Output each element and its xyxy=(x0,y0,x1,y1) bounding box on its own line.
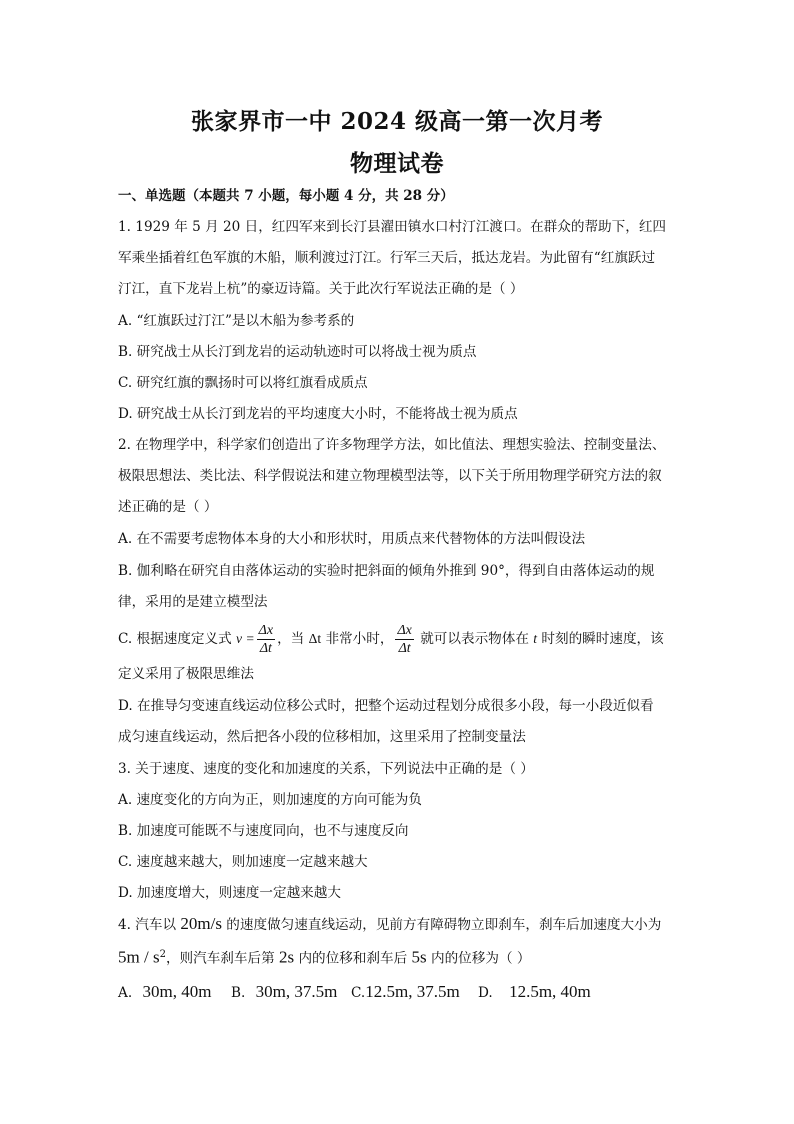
q4-option-c-label: C. xyxy=(351,985,366,1001)
q1-option-c: C. 研究红旗的飘扬时可以将红旗看成质点 xyxy=(118,375,368,391)
q1-option-a: A. “红旗跃过汀江”是以木船为参考系的 xyxy=(118,313,355,329)
q4-option-a-label: A. xyxy=(118,985,133,1001)
q3-option-c: C. 速度越来越大，则加速度一定越来越大 xyxy=(118,854,368,870)
ratio-fraction xyxy=(395,622,413,657)
section-heading: 一、单选题（本题共 7 小题，每小题 4 分，共 28 分） xyxy=(118,188,454,204)
q2-option-c-mid-1: ，当 xyxy=(277,631,309,647)
q4-option-c-value: 12.5m, 37.5m xyxy=(365,982,460,1001)
q2-stem-line-3: 述正确的是（ ） xyxy=(118,499,218,515)
fraction-numerator: Δx xyxy=(397,623,412,638)
q4-acceleration-exponent: 2 xyxy=(159,949,166,960)
q2-option-c-line-2: 定义采用了极限思维法 xyxy=(118,666,254,682)
q2-option-a: A. 在不需要考虑物体本身的大小和形状时，用质点来代替物体的方法叫假设法 xyxy=(118,531,586,547)
q3-option-d: D. 加速度增大，则速度一定越来越大 xyxy=(118,885,341,901)
q4-option-d xyxy=(478,982,591,1003)
q4-option-c xyxy=(351,982,460,1003)
q2-option-b-line-2: 律，采用的是建立模型法 xyxy=(118,594,268,610)
q4-option-b-value: 30m, 37.5m xyxy=(255,982,338,1001)
q1-option-b: B. 研究战士从长汀到龙岩的运动轨迹时可以将战士视为质点 xyxy=(118,344,477,360)
q4-option-b-label: B. xyxy=(231,985,246,1001)
q4-stem-mid: ，则汽车刹车后第 xyxy=(165,950,280,967)
q1-stem-line-1: 1. 1929 年 5 月 20 日，红四军来到长汀县濯田镇水口村汀江渡口。在群众的帮助下，红四 xyxy=(118,219,667,235)
q3-stem: 3. 关于速度、速度的变化和加速度的关系，下列说法中正确的是（ ） xyxy=(118,761,534,777)
q4-stem-end: 内的位移为（ ） xyxy=(426,950,531,967)
q4-speed: 20m/s xyxy=(180,914,222,933)
q2-option-c-line-1 xyxy=(118,620,664,658)
q2-option-c-suffix: 时刻的瞬时速度，该 xyxy=(537,631,664,647)
q3-option-b: B. 加速度可能既不与速度同向，也不与速度反向 xyxy=(118,823,409,839)
q2-stem-line-2: 极限思想法、类比法、科学假说法和建立物理模型法等，以下关于所用物理学研究方法的叙 xyxy=(118,468,662,484)
q3-option-a: A. 速度变化的方向为正，则加速度的方向可能为负 xyxy=(118,792,422,808)
q1-stem-line-2: 军乘坐插着红色军旗的木船，顺利渡过汀江。行军三天后，抵达龙岩。为此留有“红旗跃过 xyxy=(118,250,656,266)
q2-option-b-line-1: B. 伽利略在研究自由落体运动的实验时把斜面的倾角外推到 90°，得到自由落体运动的规 xyxy=(118,563,655,579)
q2-stem-line-1: 2. 在物理学中，科学家们创造出了许多物理学方法，如比值法、理想实验法、控制变量法、 xyxy=(118,437,666,453)
q4-stem-line-1 xyxy=(118,914,661,935)
q4-time-2: 5s xyxy=(411,947,427,967)
q4-stem-mid-2: 内的位移和刹车后 xyxy=(294,950,412,967)
exam-subtitle: 物理试卷 xyxy=(350,150,444,177)
q2-option-c-prefix: C. 根据速度定义式 xyxy=(118,631,237,647)
q2-option-d-line-1: D. 在推导匀变速直线运动位移公式时，把整个运动过程划分成很多小段，每一小段近似看 xyxy=(118,698,654,714)
fraction-denominator: Δt xyxy=(259,641,272,656)
q4-option-a xyxy=(118,982,211,1003)
q4-option-d-value: 12.5m, 40m xyxy=(509,982,591,1001)
q1-option-d: D. 研究战士从长汀到龙岩的平均速度大小时，不能将战士视为质点 xyxy=(118,406,518,422)
velocity-fraction xyxy=(257,622,275,657)
q4-time-1: 2s xyxy=(279,947,295,967)
q4-stem-line-2 xyxy=(118,945,530,969)
q4-stem-suffix: 的速度做匀速直线运动，见前方有障碍物立即刹车，刹车后加速度大小为 xyxy=(221,917,662,933)
q4-option-b xyxy=(231,982,337,1003)
time-symbol: t xyxy=(533,631,538,646)
q4-stem-prefix: 4. 汽车以 xyxy=(118,917,181,933)
velocity-symbol: v = xyxy=(236,631,255,646)
q4-acceleration: 5m / s xyxy=(118,947,160,967)
q2-option-d-line-2: 成匀速直线运动，然后把各小段的位移相加，这里采用了控制变量法 xyxy=(118,729,526,745)
fraction-denominator: Δt xyxy=(398,641,411,656)
exam-title: 张家界市一中 2024 级高一第一次月考 xyxy=(190,108,604,135)
fraction-numerator: Δx xyxy=(258,623,274,638)
q4-option-d-label: D. xyxy=(478,985,493,1001)
q2-option-c-mid-2: 非常小时， xyxy=(321,631,394,647)
delta-t-symbol: Δt xyxy=(308,631,322,646)
q4-option-a-value: 30m, 40m xyxy=(142,982,212,1001)
q1-stem-line-3: 汀江，直下龙岩上杭”的豪迈诗篇。关于此次行军说法正确的是（ ） xyxy=(118,281,524,297)
q2-option-c-mid-3: 就可以表示物体在 xyxy=(415,631,534,647)
